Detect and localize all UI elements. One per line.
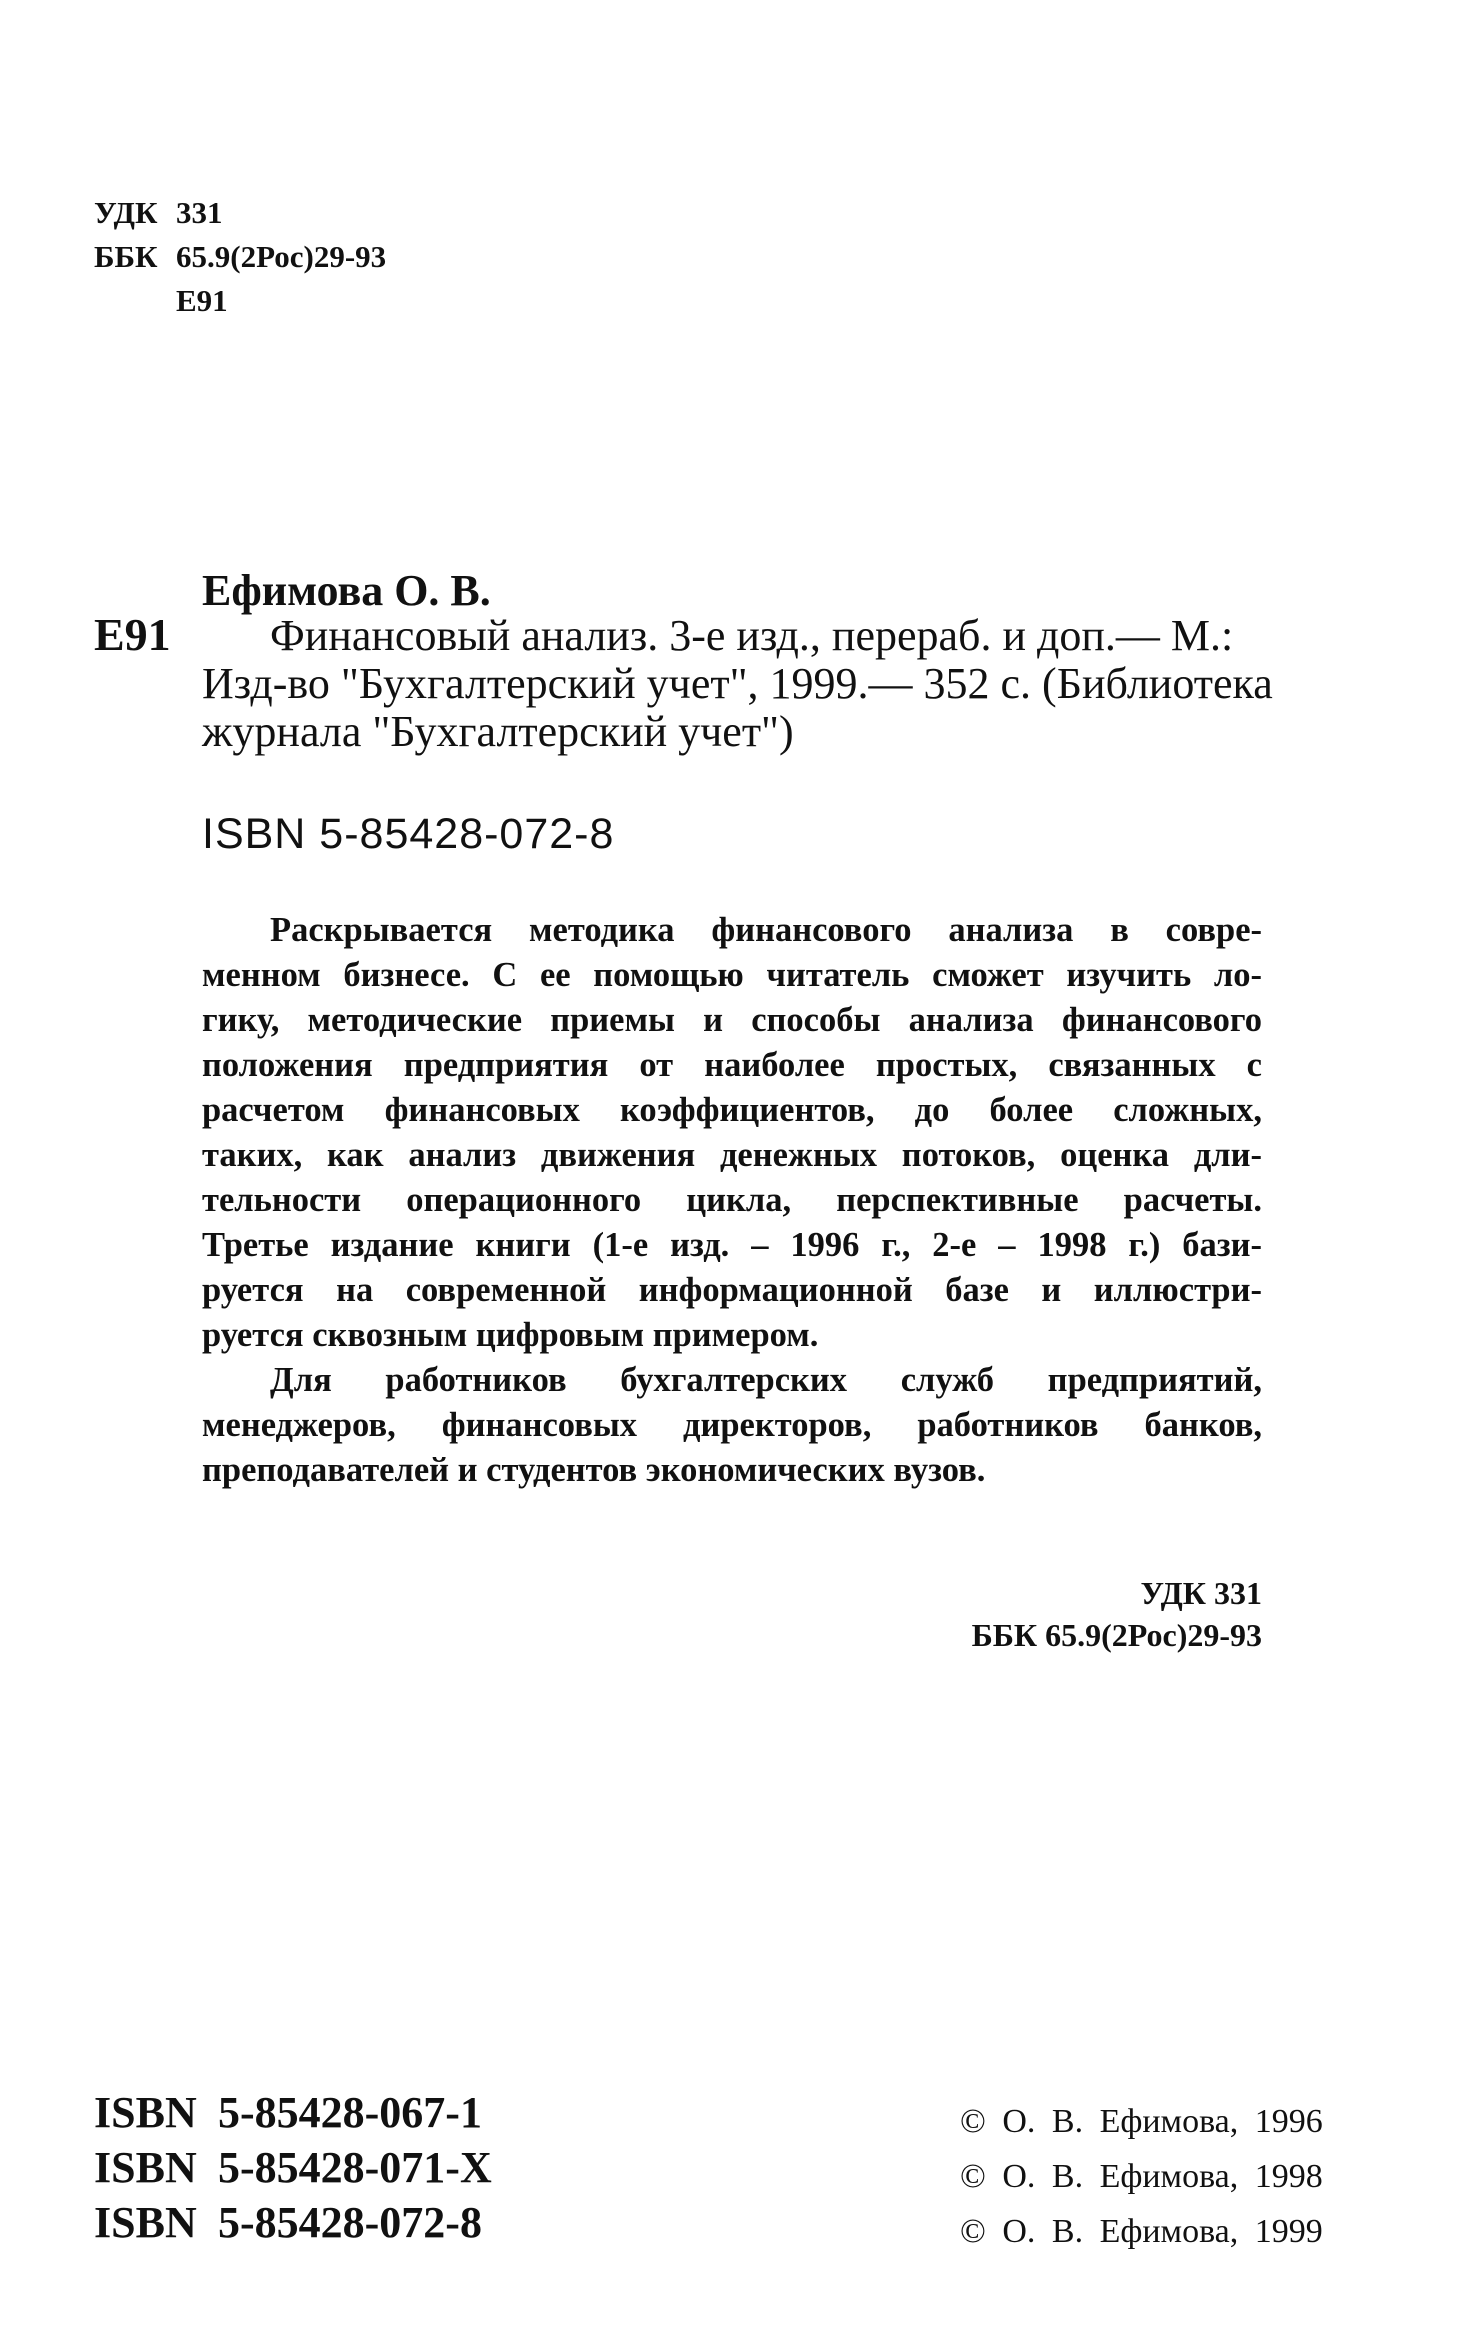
isbn-number: 5-85428-072-8	[218, 2198, 482, 2247]
udk-line	[94, 193, 223, 233]
isbn-item	[94, 2140, 492, 2195]
isbn-number: 5-85428-067-1	[218, 2088, 482, 2137]
isbn-prefix: ISBN	[94, 2143, 197, 2192]
udk-label: УДК	[94, 195, 158, 230]
bbk-line	[94, 237, 386, 277]
annotation-line: Раскрывается методика финансового анализа в совре-	[270, 911, 1262, 949]
audience-line: менеджеров, финансовых директоров, работников банков,	[202, 1406, 1262, 1444]
author-name: Ефимова О. В.	[202, 566, 491, 615]
footer-udk: УДК 331	[1140, 1575, 1262, 1611]
isbn-record: ISBN 5-85428-072-8	[202, 810, 615, 858]
bibliographic-description	[202, 611, 1273, 756]
annotation-line: таких, как анализ движения денежных потоков, оценка дли-	[202, 1136, 1262, 1174]
isbn-list	[94, 2085, 492, 2250]
annotation-line: тельности операционного цикла, перспективные расчеты.	[202, 1181, 1262, 1219]
copyright-line: © О. В. Ефимова, 1999	[960, 2213, 1323, 2250]
annotation-line: руется на современной информационной базе и иллюстри-	[202, 1271, 1262, 1309]
audience-line: преподавателей и студентов экономических вузов.	[202, 1451, 986, 1489]
description-line: Финансовый анализ. 3-е изд., перераб. и доп.— М.:	[270, 611, 1234, 660]
description-line: журнала "Бухгалтерский учет")	[202, 707, 794, 756]
udk-value: 331	[176, 195, 223, 230]
isbn-number: 5-85428-071-X	[218, 2143, 492, 2192]
audience-line: Для работников бухгалтерских служб предприятий,	[270, 1361, 1262, 1399]
author-mark: Е91	[94, 609, 171, 660]
author-mark-top: Е91	[176, 283, 228, 318]
annotation-line: гику, методические приемы и способы анализа финансового	[202, 1001, 1262, 1039]
copyright-line: © О. В. Ефимова, 1998	[960, 2158, 1323, 2195]
copyright-list	[960, 2094, 1323, 2259]
annotation-line: расчетом финансовых коэффициентов, до более сложных,	[202, 1091, 1262, 1129]
description-line: Изд-во "Бухгалтерский учет", 1999.— 352 с. (Библиотека	[202, 659, 1273, 708]
annotation-line: Третье издание книги (1-е изд. – 1996 г., 2-е – 1998 г.) бази-	[202, 1226, 1262, 1264]
bbk-label: ББК	[94, 239, 158, 274]
isbn-item	[94, 2195, 492, 2250]
annotation-line: положения предприятия от наиболее простых, связанных с	[202, 1046, 1262, 1084]
annotation-line: менном бизнесе. С ее помощью читатель сможет изучить ло-	[202, 956, 1262, 994]
copyright-line: © О. В. Ефимова, 1996	[960, 2103, 1323, 2140]
bbk-value: 65.9(2Рос)29-93	[176, 239, 387, 274]
footer-bbk: ББК 65.9(2Рос)29-93	[971, 1617, 1262, 1653]
isbn-prefix: ISBN	[94, 2088, 197, 2137]
annotation	[202, 908, 1262, 1493]
annotation-line: руется сквозным цифровым примером.	[202, 1316, 819, 1354]
isbn-item	[94, 2085, 492, 2140]
isbn-prefix: ISBN	[94, 2198, 197, 2247]
